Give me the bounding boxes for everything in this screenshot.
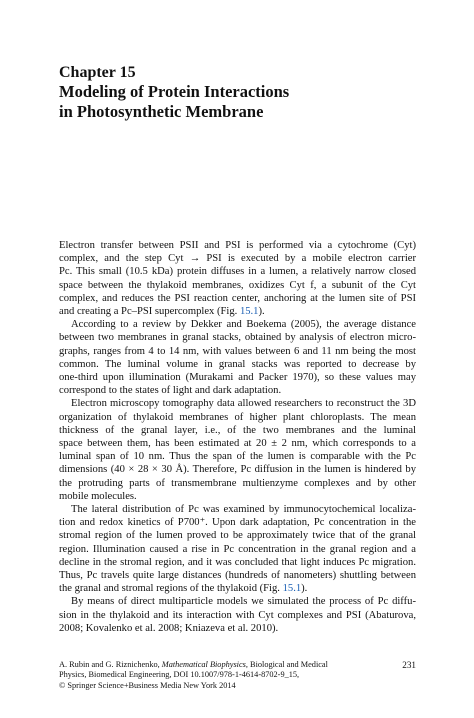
text-line: Electron transfer between PSII and PSI is performed via a cytochrome (Cyt) [59, 240, 416, 251]
footer-line [59, 660, 416, 670]
text-line: stromal region of the lumen proved to be approximately twice that of the granal [59, 530, 416, 542]
figure-link[interactable]: 15.1 [239, 306, 259, 318]
page-number: 231 [402, 660, 416, 670]
text-line: By means of direct multiparticle models we simulated the process of Pc diffu- [71, 596, 416, 608]
text-line: tion and redox kinetics of P700⁺. Upon dark adaptation, Pc concentration in the [59, 517, 416, 529]
text-line: the protruding parts of transmembrane multienzyme complexes and by other [59, 477, 416, 489]
text-line: space between them, has been estimated at 20 ± 2 nm, which corresponds to a [59, 438, 416, 450]
paragraph [59, 239, 416, 318]
text-line [59, 582, 416, 595]
chapter-title-line: in Photosynthetic Membrane [59, 102, 264, 121]
text-line: common. The luminal volume in granal stacks was reported to decrease by [59, 358, 416, 370]
text-line: between two membranes in granal stacks, obtained by analysis of electron micro- [59, 332, 416, 344]
text-line: 2008; Kovalenko et al. 2008; Kniazeva et al. 2010). [59, 622, 279, 634]
footer-authors: A. Rubin and G. Riznichenko, [59, 660, 162, 669]
chapter-label: Chapter 15 [59, 64, 136, 81]
text-segment: the granal and stromal regions of the thylakoid (Fig. [59, 583, 283, 595]
footer-citation [59, 660, 328, 670]
text-line: graphs, ranges from 4 to 14 nm, with values between 6 and 11 nm being the most [59, 345, 416, 357]
text-line: sion in the thylakoid and its interaction with Cyt complexes and PSI (Abaturova, [59, 609, 416, 621]
text-segment: ). [258, 306, 265, 318]
text-line: decline in the stromal region, and it was concluded that light induces Pc migration. [59, 556, 416, 568]
text-line: complex, and reduces the PSI reaction center, anchoring at the lumen site of PSI [59, 292, 416, 304]
footer-copyright: © Springer Science+Business Media New York 2014 [59, 680, 236, 690]
figure-link[interactable]: 15.1 [282, 583, 302, 595]
text-line: The lateral distribution of Pc was examined by immunocytochemical localiza- [71, 504, 416, 516]
chapter-title [59, 82, 289, 122]
footer [59, 660, 416, 691]
text-line: space between the thylakoid membranes, oxidizes Cyt f, a subunit of the Cyt [59, 279, 416, 291]
body-text [59, 239, 416, 635]
text-line: organization of thylakoid membranes of higher plant chloroplasts. The mean [59, 411, 416, 423]
text-line: According to a review by Dekker and Boekema (2005), the average distance [71, 319, 416, 331]
paragraph [59, 318, 416, 397]
text-line: thickness of the granal layer, i.e., of the two membranes and the luminal [59, 424, 416, 436]
paragraph [59, 397, 416, 503]
text-line: region. Illumination caused a rise in Pc concentration in the granal region and a [59, 543, 416, 555]
footer-doi: Physics, Biomedical Engineering, DOI 10.1007/978-1-4614-8702-9_15, [59, 670, 300, 680]
text-line: complex, and the step Cyt → PSI is executed by a mobile electron carrier [59, 253, 416, 265]
text-line: one-third upon illumination (Murakami and Packer 1970), so these values may [59, 372, 416, 384]
text-line: mobile molecules. [59, 490, 137, 502]
paragraph [59, 503, 416, 595]
book-title: Mathematical Biophysics [161, 660, 246, 669]
text-line: Electron microscopy tomography data allowed researchers to reconstruct the 3D [71, 398, 416, 410]
paragraph [59, 595, 416, 635]
text-line [59, 305, 416, 318]
text-segment: and creating a Pc–PSI supercomplex (Fig. [59, 306, 240, 318]
chapter-title-line: Modeling of Protein Interactions [59, 82, 290, 101]
text-line: dimensions (40 × 28 × 30 Å). Therefore, Pc diffusion in the lumen is hindered by [59, 464, 416, 476]
text-line: luminal span of 10 nm. Thus the span of the lumen is comparable with the Pc [59, 451, 416, 463]
text-line: Pc. This small (10.5 kDa) protein diffuses in a lumen, a relatively narrow closed [59, 266, 416, 278]
footer-series: , Biological and Medical [245, 660, 328, 669]
text-segment: ). [301, 583, 308, 595]
text-line: correspond to the states of light and dark adaptation. [59, 385, 282, 397]
text-line: Thus, Pc travels quite large distances (hundreds of nanometers) shuttling between [59, 570, 416, 582]
